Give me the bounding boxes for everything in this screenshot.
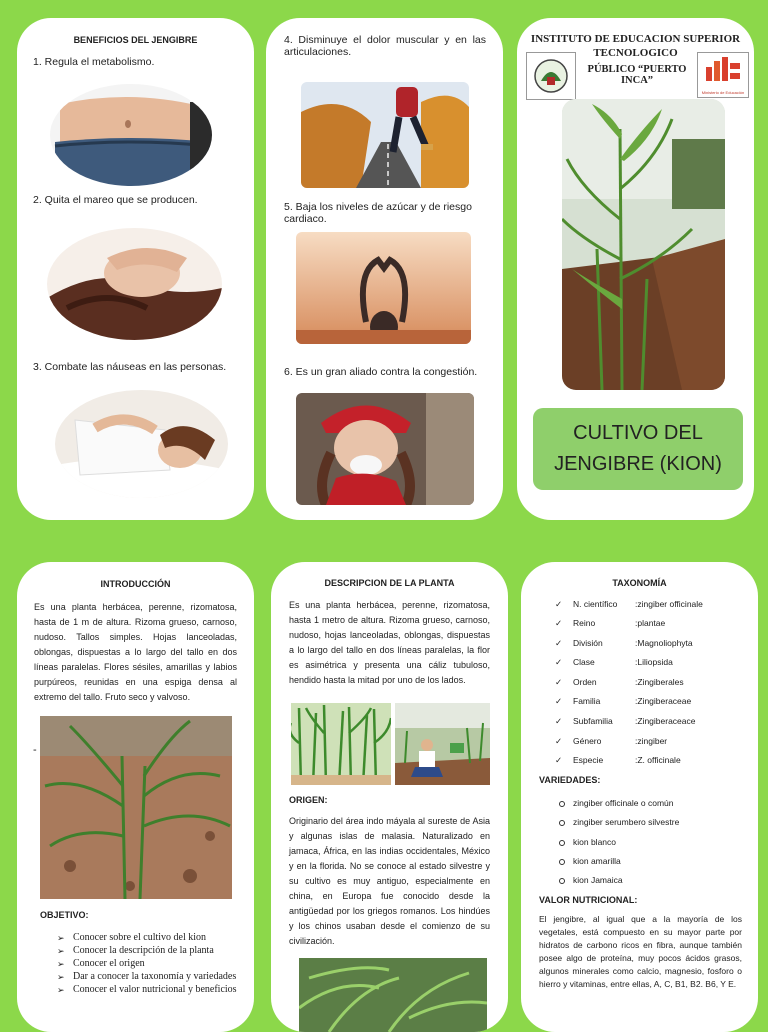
ministry-logo-text: Ministerio de Educación — [701, 90, 745, 95]
taxonomy-key: Subfamilia — [573, 716, 613, 726]
check-icon: ✓ — [555, 657, 563, 667]
description-title: DESCRIPCION DE LA PLANTA — [324, 578, 455, 588]
description-body: Es una planta herbácea, perenne, rizomatosa, hasta 1 metro de altura. Rizoma grueso, carnoso, nudoso, hojas lanceoladas, oblongas, dispuestas a lo largo del tallo en dos líneas paralelas, la flor es asimétrica y presenta una cáliz tubuloso, hendido hasta la mitad por uno de los lados. — [289, 600, 490, 685]
taxonomy-row — [555, 755, 755, 769]
taxonomy-row — [555, 657, 755, 671]
nutrition-title: VALOR NUTRICIONAL: — [539, 895, 638, 905]
variety-text: kion Jamaica — [573, 875, 623, 885]
objective-text: Conocer sobre el cultivo del kion — [73, 932, 207, 943]
check-icon: ✓ — [555, 599, 563, 609]
check-icon: ✓ — [555, 677, 563, 687]
institute-logo — [526, 52, 576, 100]
ginger-crop-photo — [562, 99, 725, 390]
arrow-bullet-icon: ➢ — [57, 985, 65, 995]
taxonomy-row — [555, 618, 755, 632]
taxonomy-key: Orden — [573, 677, 597, 687]
description-panel — [271, 562, 508, 1032]
taxonomy-row — [555, 638, 755, 652]
objective-item — [57, 971, 247, 983]
objective-text: Dar a conocer la taxonomía y variedades — [73, 971, 237, 982]
circle-bullet-icon — [559, 820, 565, 826]
objective-title: OBJETIVO: — [40, 910, 89, 920]
taxonomy-title: TAXONOMÍA — [612, 578, 667, 588]
check-icon: ✓ — [555, 618, 563, 628]
taxonomy-key: Reino — [573, 618, 596, 628]
variety-text: kion amarilla — [573, 856, 621, 866]
ginger-field-photo — [291, 703, 391, 785]
taxonomy-row — [555, 736, 755, 750]
taxonomy-value: :Liliopsida — [635, 657, 673, 667]
objective-item — [57, 984, 247, 996]
taxonomy-key: Especie — [573, 755, 604, 765]
variety-item — [559, 837, 616, 847]
institute-line-3: PÚBLICO “PUERTO INCA” — [587, 64, 687, 86]
benefits-panel-middle — [266, 18, 503, 520]
taxonomy-value: :Magnoliophyta — [635, 638, 693, 648]
benefits-panel-left — [17, 18, 254, 520]
benefit-item-2: 2. Quita el mareo que se producen. — [33, 194, 198, 206]
cover-title-line-2: JENGIBRE (KION) — [554, 453, 722, 475]
benefit-item-6: 6. Es un gran aliado contra la congestión. — [284, 366, 478, 378]
taxonomy-key: Género — [573, 736, 602, 746]
objective-item — [57, 958, 247, 970]
introduction-body: Es una planta herbácea, perenne, rizomatosa, hasta de 1 m de altura. Rizoma grueso, carnoso, nudoso. Tallos simples. Hojas lanceoladas, oblongas, dispuestas a lo largo del tallo en dos líneas paralelas. Flores sésiles, amarillas y labios purpúreos, reunidas en una espiga densa al extremo del tallo. Fruto seco y valvoso. — [34, 602, 237, 702]
arrow-bullet-icon: ➢ — [57, 933, 65, 943]
heart-hands-photo — [296, 232, 471, 344]
objective-item — [57, 932, 247, 944]
cover-title-line-1: CULTIVO DEL — [573, 422, 703, 444]
taxonomy-row — [555, 696, 755, 710]
circle-bullet-icon — [559, 878, 565, 884]
check-icon: ✓ — [555, 638, 563, 648]
cover-title-box — [533, 408, 743, 490]
benefit-item-4: 4. Disminuye el dolor muscular y en las articulaciones. — [284, 34, 486, 58]
taxonomy-key: N. científico — [573, 599, 618, 609]
taxonomy-value: :Zingiberales — [635, 677, 684, 687]
variety-text: kion blanco — [573, 837, 617, 847]
taxonomy-row — [555, 599, 755, 613]
arrow-bullet-icon: ➢ — [57, 972, 65, 982]
arrow-bullet-icon: ➢ — [57, 959, 65, 969]
taxonomy-value: :zingiber officinale — [635, 599, 703, 609]
objective-list — [57, 932, 247, 997]
ginger-plant-photo — [40, 716, 232, 899]
cover-panel — [517, 18, 754, 520]
variety-item — [559, 875, 623, 885]
institute-line-1: INSTITUTO DE EDUCACION SUPERIOR — [530, 33, 741, 45]
variety-item — [559, 798, 674, 808]
objective-text: Conocer el valor nutricional y beneficios — [73, 984, 237, 995]
introduction-panel — [17, 562, 254, 1032]
ginger-leaves-photo — [299, 958, 487, 1032]
origin-body: Originario del área indo máyala al sureste de Asia y algunas islas de malasia. Naturalizado en jamaca, África, en las indias occidentales, México y en la florida. No se conoce al estado silvestre y su cultivo es muy antiguo, especialmente en china, en Europa fue conocido desde la antigüedad por los griegos romanos. Los hindúes y los chinos usaban desde el comienzo de su civilización. — [289, 816, 490, 946]
varieties-title: VARIEDADES: — [539, 775, 601, 785]
taxonomy-key: Clase — [573, 657, 595, 667]
circle-bullet-icon — [559, 840, 565, 846]
dash-mark: - — [33, 744, 37, 756]
benefits-title: BENEFICIOS DEL JENGIBRE — [73, 35, 198, 45]
benefit-item-1: 1. Regula el metabolismo. — [33, 56, 155, 68]
taxonomy-row — [555, 677, 755, 691]
taxonomy-row — [555, 716, 755, 730]
ministry-logo — [697, 52, 749, 98]
check-icon: ✓ — [555, 736, 563, 746]
check-icon: ✓ — [555, 696, 563, 706]
taxonomy-value: :plantae — [635, 618, 666, 628]
taxonomy-key: División — [573, 638, 603, 648]
taxonomy-key: Familia — [573, 696, 601, 706]
check-icon: ✓ — [555, 716, 563, 726]
objective-text: Conocer el origen — [73, 958, 145, 969]
taxonomy-value: :Zingiberaceae — [635, 696, 692, 706]
nausea-woman-photo — [55, 390, 228, 498]
congestion-woman-photo — [296, 393, 474, 505]
runner-photo — [301, 82, 469, 188]
taxonomy-panel — [521, 562, 758, 1032]
dizzy-woman-photo — [47, 228, 222, 340]
benefit-item-5: 5. Baja los niveles de azúcar y de riesgo cardiaco. — [284, 201, 472, 225]
introduction-title: INTRODUCCIÓN — [100, 579, 171, 589]
nutrition-body: El jengibre, al igual que a la mayoría de los vegetales, está compuesto en su mayor parte por hidratos de carbono ricos en fibra, aunque también posee algo de proteína, muy pocos ácidos grasos, algunos minerales como calcio, magnesio, fosforo o hierro y vitaminas, entre ellas, A, C, B1, B2. B6, Y E. — [539, 914, 742, 989]
variety-text: zingiber officinale o común — [573, 798, 674, 808]
taxonomy-value: :Zingiberaceace — [635, 716, 696, 726]
objective-item — [57, 945, 247, 957]
arrow-bullet-icon: ➢ — [57, 946, 65, 956]
check-icon: ✓ — [555, 755, 563, 765]
student-field-photo — [395, 703, 490, 785]
variety-item — [559, 856, 621, 866]
taxonomy-value: :Z. officinale — [635, 755, 681, 765]
variety-item — [559, 817, 679, 827]
benefit-item-3: 3. Combate las náuseas en las personas. — [33, 361, 227, 373]
institute-line-2: TECNOLOGICO — [593, 47, 678, 59]
belly-photo — [50, 84, 212, 186]
origin-title: ORIGEN: — [289, 795, 328, 805]
circle-bullet-icon — [559, 801, 565, 807]
variety-text: zingiber serumbero silvestre — [573, 817, 680, 827]
circle-bullet-icon — [559, 859, 565, 865]
objective-text: Conocer la descripción de la planta — [73, 945, 214, 956]
taxonomy-value: :zingiber — [635, 736, 668, 746]
